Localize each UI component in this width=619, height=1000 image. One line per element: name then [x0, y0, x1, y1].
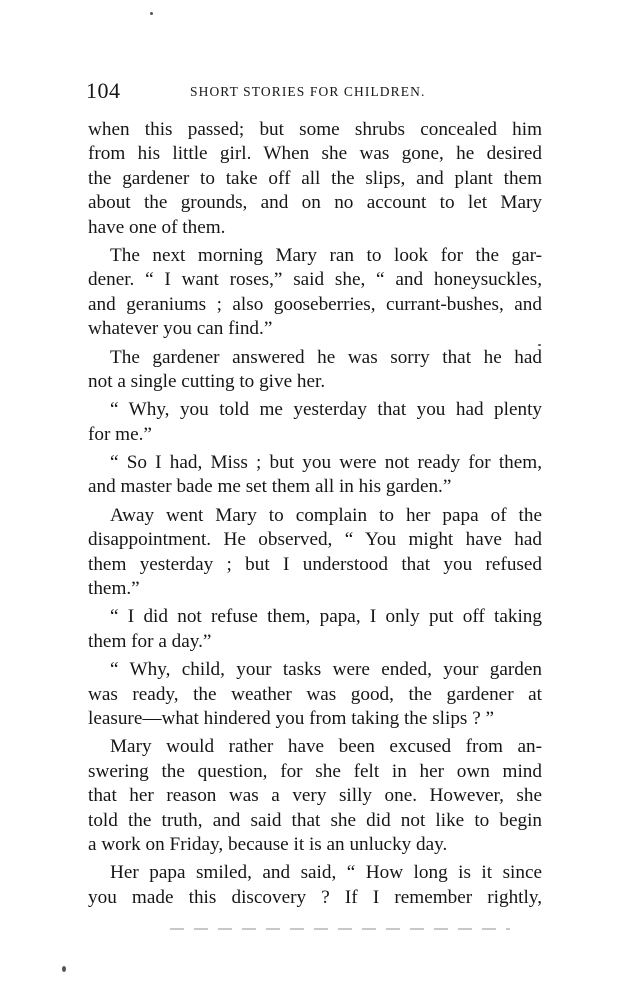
text-line: The gardener answered he was sorry that he had — [110, 346, 542, 368]
text-line: for me.” — [88, 423, 152, 445]
text-line: the gardener to take off all the slips, and plant them — [88, 167, 542, 189]
running-head: SHORT STORIES FOR CHILDREN. — [190, 84, 426, 99]
text-line: that her reason was a very silly one. However, she — [88, 785, 542, 807]
text-line: whatever you can find.” — [88, 318, 273, 340]
text-line: “ So I had, Miss ; but you were not ready for them, — [110, 452, 542, 474]
text-line: when this passed; but some shrubs concealed him — [88, 119, 542, 140]
text-line: told the truth, and said that she did not like to begin — [88, 809, 542, 831]
text-line: “ I did not refuse them, papa, I only put off taking — [110, 606, 542, 628]
text-line: about the grounds, and on no account to let Mary — [88, 192, 542, 214]
text-line: you made this discovery ? If I remember rightly, — [88, 886, 542, 908]
paragraph-gap — [88, 910, 542, 914]
print-speck — [150, 12, 153, 15]
text-line: swering the question, for she felt in her own mind — [88, 760, 542, 782]
bottom-smudge — [170, 928, 510, 930]
text-line: “ Why, child, your tasks were ended, your garden — [110, 659, 542, 681]
body-text — [88, 118, 542, 914]
print-speck — [62, 966, 66, 972]
text-line: dener. “ I want roses,” said she, “ and honeysuckles, — [88, 269, 542, 291]
page-number: 104 — [86, 78, 121, 103]
text-line: was ready, the weather was good, the gardener at — [88, 683, 542, 705]
text-line: them yesterday ; but I understood that you refused — [88, 553, 542, 575]
text-line: Away went Mary to complain to her papa of the — [110, 504, 542, 526]
text-line: Her papa smiled, and said, “ How long is it since — [110, 862, 542, 884]
page-header — [86, 78, 544, 108]
text-line: them.” — [88, 578, 140, 600]
text-line: Mary would rather have been excused from an- — [110, 736, 542, 758]
print-speck — [538, 344, 541, 346]
text-line: leasure—what hindered you from taking the slips ? ” — [88, 707, 495, 729]
text-line: and master bade me set them all in his garden.” — [88, 476, 452, 498]
text-line: disappointment. He observed, “ You might have had — [88, 529, 542, 551]
text-line: The next morning Mary ran to look for the gar- — [110, 244, 542, 266]
text-line: have one of them. — [88, 216, 226, 238]
text-line: and geraniums ; also gooseberries, currant-bushes, and — [88, 293, 542, 315]
text-line: from his little girl. When she was gone, he desired — [88, 143, 542, 165]
text-line: not a single cutting to give her. — [88, 370, 326, 392]
text-line: “ Why, you told me yesterday that you had plenty — [110, 399, 542, 421]
text-line: a work on Friday, because it is an unlucky day. — [88, 833, 448, 855]
text-line: them for a day.” — [88, 630, 212, 652]
